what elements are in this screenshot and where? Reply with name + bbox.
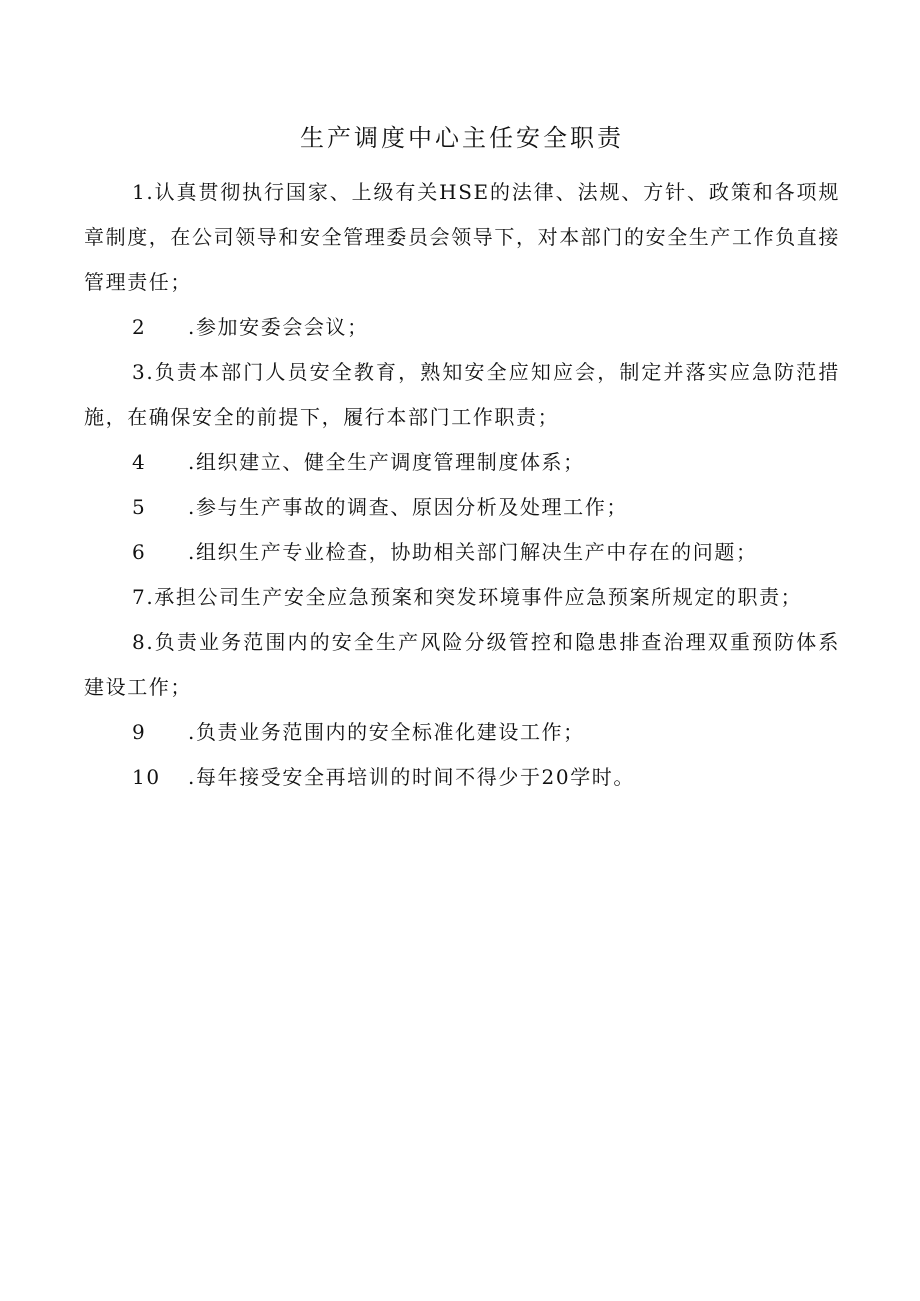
item-number: 10 [132,765,161,789]
duty-item-8 [84,620,840,710]
item-number: 4 [132,450,147,474]
item-text: .组织建立、健全生产调度管理制度体系； [188,450,585,474]
item-text: .组织生产专业检查，协助相关部门解决生产中存在的问题； [188,540,758,564]
item-number: 2 [132,315,147,339]
item-number: 5 [132,495,147,519]
item-number: 6 [132,540,147,564]
duty-item-1 [84,170,840,305]
duty-item-4 [84,440,840,485]
duty-item-3 [84,350,840,440]
duty-item-6 [84,530,840,575]
item-text: .参与生产事故的调查、原因分析及处理工作； [188,495,628,519]
duty-item-5 [84,485,840,530]
duty-item-10 [84,755,840,800]
item-text: .参加安委会会议； [188,315,369,339]
duty-item-2 [84,305,840,350]
document-title: 生产调度中心主任安全职责 [300,124,624,152]
item-number: 7 [132,585,147,609]
item-text: .承担公司生产安全应急预案和突发环境事件应急预案所规定的职责； [146,585,803,609]
item-number: 9 [132,720,147,744]
item-number: 8 [132,630,147,654]
item-number: 1 [132,180,147,204]
item-number: 3 [132,360,147,384]
item-text: .每年接受安全再培训的时间不得少于20学时。 [188,765,636,789]
item-text: .认真贯彻执行国家、上级有关HSE的法律、法规、方针、政策和各项规章制度，在公司领导和安全管理委员会领导下，对本部门的安全生产工作负直接管理责任； [84,180,840,294]
item-text: .负责本部门人员安全教育，熟知安全应知应会，制定并落实应急防范措施，在确保安全的前提下，履行本部门工作职责； [84,360,840,429]
duty-item-9 [84,710,840,755]
item-text: .负责业务范围内的安全标准化建设工作； [188,720,585,744]
item-text: .负责业务范围内的安全生产风险分级管控和隐患排查治理双重预防体系建设工作； [84,630,840,699]
document-page [84,118,840,800]
duty-item-7 [84,575,840,620]
